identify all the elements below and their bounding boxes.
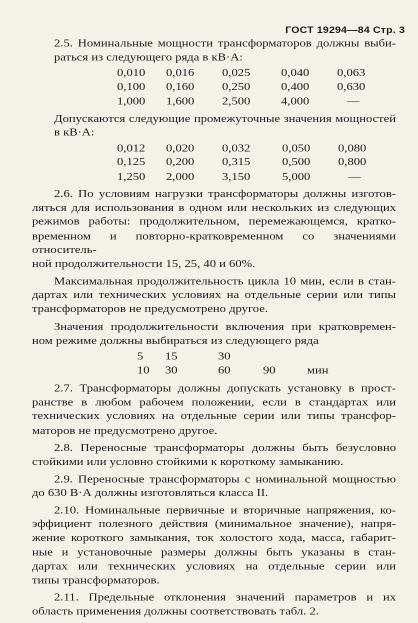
paragraph-intermediate	[32, 111, 396, 139]
table-cell: 0,050	[282, 141, 311, 154]
table-cell: —	[347, 94, 360, 108]
paragraph-max-duration	[32, 274, 396, 316]
page-header: ГОСТ 19294—84 Стр. 3	[285, 25, 405, 36]
table-cell: 15	[165, 350, 178, 363]
table-cell: 4,000	[281, 94, 310, 108]
text-line: дартах или технических условиях на отдельные серии или	[32, 559, 396, 573]
table-row	[117, 155, 388, 169]
text-line: маторов не предусмотрено другое.	[32, 424, 218, 437]
table-cell: 0,315	[222, 155, 251, 169]
text-line: 2.6. По условиям нагрузки трансформаторы должны изготов-	[54, 187, 396, 200]
table-cell: 1,250	[117, 170, 146, 183]
text-line: режимов работы: продолжительном, перемежающемся, кратко-	[32, 215, 396, 228]
text-line: 2.8. Переносные трансформаторы должны быть безусловно	[54, 441, 396, 454]
text-line: 2.10. Номинальные первичные и вторичные напряжения, ко-	[54, 503, 396, 516]
table-cell: 0,160	[166, 80, 195, 93]
table-cell	[307, 349, 345, 363]
table-cell: 90	[263, 364, 276, 377]
table-row	[117, 94, 391, 108]
table-cell: 0,080	[338, 141, 367, 154]
text-line: эффициент полезного действия (минимальное значение), напря-	[32, 517, 396, 530]
text-line: технических условиях на отдельные серии или типы трансфор-	[32, 410, 396, 423]
text-line: временном и повторно-кратковременном со значениями относитель-	[32, 229, 396, 256]
table-cell: 0,400	[281, 80, 310, 93]
table-cell: 0,800	[338, 155, 367, 169]
table-cell: 30	[218, 350, 231, 363]
paragraph-2-11	[32, 590, 396, 618]
text-line: 2.7. Трансформаторы должны допускать установку в прост-	[54, 382, 396, 395]
table-cell: 2,500	[222, 94, 251, 108]
text-line: в кВ·А:	[54, 126, 95, 139]
text-line: до 630 В·А должны изготовляться класса II.	[32, 486, 269, 499]
table-cell: мин	[307, 364, 329, 377]
table-cell: 1,600	[166, 94, 195, 108]
power-series-table	[117, 66, 391, 108]
text-line: раться из следующего ряда в кВ·А:	[54, 51, 243, 64]
table-cell: 10	[137, 364, 150, 377]
table-cell: 3,150	[222, 170, 251, 183]
paragraph-2-10	[32, 503, 396, 587]
paragraph-2-5	[32, 36, 396, 64]
table-row	[117, 66, 391, 80]
table-row	[117, 80, 391, 94]
text-line: типы трансформаторов.	[32, 573, 160, 587]
table-row	[137, 363, 345, 377]
text-line: 2.9. Переносные трансформаторы с номинальной мощностью	[54, 472, 396, 485]
paragraph-2-9	[32, 472, 396, 500]
table-row	[137, 349, 345, 363]
table-cell: 0,016	[166, 66, 195, 79]
text-line: ранстве в любом рабочем положении, если в стандартах или	[32, 396, 396, 409]
table-cell: 0,025	[222, 66, 251, 79]
text-line: область применения должны соответствовать табл. 2.	[32, 605, 319, 618]
table-cell: 60	[218, 364, 231, 377]
table-cell: 1,000	[117, 94, 146, 108]
paragraph-2-7	[32, 381, 396, 437]
paragraph-2-6	[32, 187, 396, 271]
text-line: ном режиме должны выбираться из следующего ряда	[32, 334, 319, 347]
table-cell: 0,630	[337, 80, 366, 93]
table-cell: 30	[165, 364, 178, 377]
table-cell: 0,012	[117, 141, 146, 154]
table-cell: 5,000	[282, 170, 311, 183]
table-cell: 0,125	[117, 155, 146, 169]
paragraph-2-8	[32, 441, 396, 469]
text-line: трансформаторов не предусмотрено другое.	[32, 302, 268, 315]
intermediate-power-table	[117, 141, 388, 183]
text-line: ной продолжительности 15, 25, 40 и 60%.	[32, 257, 256, 270]
table-cell: 0,200	[166, 155, 195, 169]
table-cell: 0,020	[166, 141, 195, 154]
table-row	[117, 169, 388, 183]
table-cell: 0,063	[337, 66, 366, 79]
paragraph-duration-values	[32, 320, 396, 348]
table-cell: 0,010	[117, 66, 146, 79]
duration-series-table	[137, 349, 345, 377]
text-line: Значения продолжительности включения при кратковремен-	[54, 320, 396, 333]
table-row	[117, 141, 388, 155]
text-line: ные и установочные размеры должны быть указаны в стан-	[32, 545, 396, 559]
table-cell	[263, 349, 307, 363]
text-line: Допускаются следующие промежуточные значения мощностей	[54, 112, 396, 125]
table-cell: 5	[137, 350, 144, 363]
text-line: Максимальная продолжительность цикла 10 мин, если в стан-	[54, 274, 396, 287]
table-cell: 2,000	[166, 170, 195, 183]
table-cell: —	[348, 170, 361, 183]
text-line: 2.11. Предельные отклонения значений параметров и их	[54, 591, 396, 604]
table-cell: 0,032	[222, 141, 251, 154]
table-cell: 0,040	[281, 66, 310, 79]
table-cell: 0,250	[222, 80, 251, 93]
text-line: стойкими или условно стойкими к короткому замыканию.	[32, 455, 344, 468]
table-cell: 0,100	[117, 80, 146, 93]
text-line: дартах или технических условиях на отдельные серии или типы	[32, 288, 396, 301]
text-line: жение короткого замыкания, ток холостого хода, масса, габарит-	[32, 531, 396, 544]
text-line: 2.5. Номинальные мощности трансформаторов должны выби-	[54, 37, 396, 50]
table-cell: 0,500	[282, 155, 311, 169]
text-line: ляться для использования в одном или нескольких из следующих	[32, 201, 396, 214]
